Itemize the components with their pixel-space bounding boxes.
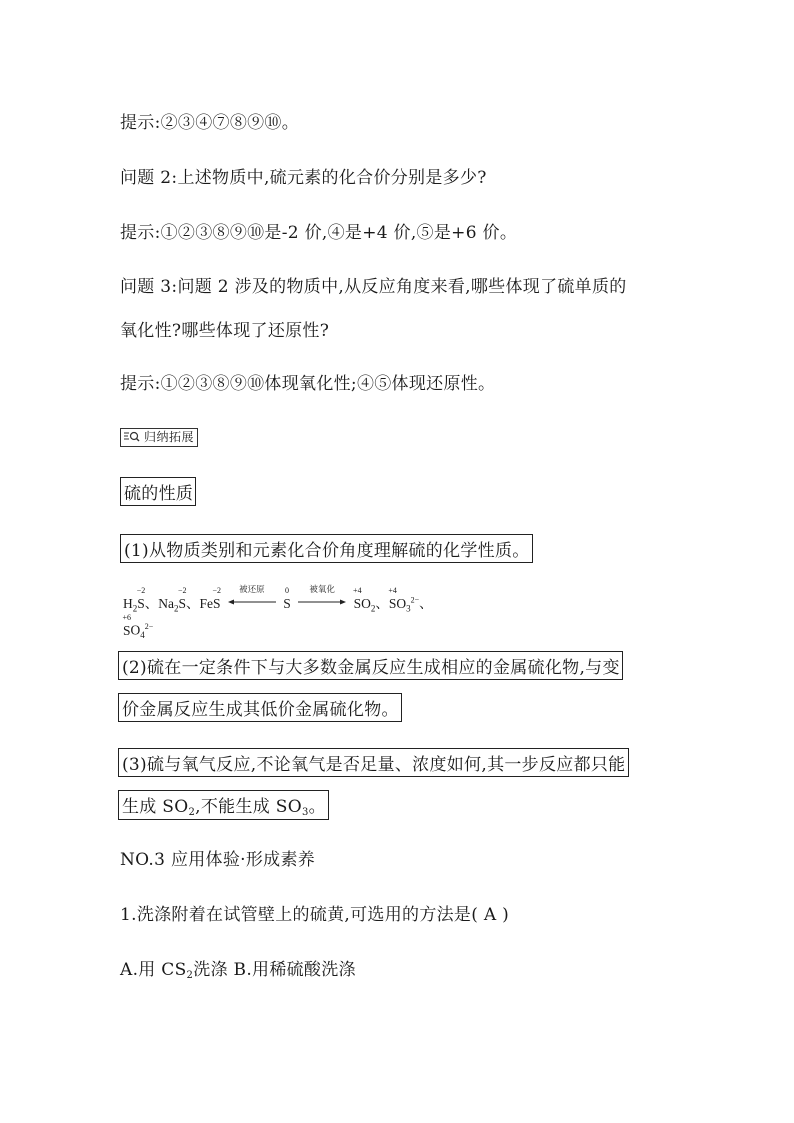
so3-ion-formula: +4 $SO_3^{2-}$ — [388, 586, 420, 614]
question-1-options: A.用 $CS_2$洗涤 B.用稀硫酸洗涤 — [120, 960, 356, 981]
section-3-heading: NO.3 应用体验·形成素养 — [120, 850, 316, 870]
so4-ion-formula: +6 $SO_4^{2-}$ — [122, 612, 154, 641]
sulfur-reaction-scheme: $H_2$ −2 S、$Na_2$ −2 S、Fe −2 S 被还原 0 S 被氧化 +4 $SO_2$、 +4 $SO_3^{2-}$、 — [123, 584, 433, 614]
question-3-line-1: 问题 3:问题 2 涉及的物质中,从反应角度来看,哪些体现了硫单质的 — [120, 277, 627, 297]
fes-formula: Fe −2 S — [199, 586, 222, 611]
badge-label: 归纳拓展 — [144, 430, 195, 444]
h2s-formula: $H_2$ −2 S — [123, 586, 146, 614]
section-title: 硫的性质 — [120, 477, 196, 506]
hint-1: 提示:②③④⑦⑧⑨⑩。 — [120, 113, 300, 133]
point-2-line-2: 价金属反应生成其低价金属硫化物。 — [118, 693, 402, 722]
point-2-line-1: (2)硫在一定条件下与大多数金属反应生成相应的金属硫化物,与变 — [118, 651, 623, 680]
question-3-line-2: 氧化性?哪些体现了还原性? — [120, 321, 330, 341]
oxidized-arrow: 被氧化 — [298, 593, 346, 607]
na2s-formula: $Na_2$ −2 S — [158, 586, 187, 614]
summary-badge — [120, 428, 198, 447]
point-3-line-1: (3)硫与氧气反应,不论氧气是否足量、浓度如何,其一步反应都只能 — [118, 748, 629, 777]
magnifier-icon — [124, 431, 144, 444]
so2-formula: +4 $SO_2$ — [353, 586, 376, 614]
reduced-arrow: 被还原 — [228, 593, 276, 607]
point-1: (1)从物质类别和元素化合价角度理解硫的化学性质。 — [120, 534, 533, 563]
point-3-line-2: 生成 $SO_2$,不能生成 $SO_3$。 — [118, 790, 329, 820]
question-1: 1.洗涤附着在试管壁上的硫黄,可选用的方法是( A ) — [120, 905, 510, 925]
hint-2: 提示:①②③⑧⑨⑩是-2 价,④是+4 价,⑤是+6 价。 — [120, 223, 518, 243]
question-2: 问题 2:上述物质中,硫元素的化合价分别是多少? — [120, 168, 487, 188]
sulfur-element: 0 S — [283, 586, 291, 611]
hint-3: 提示:①②③⑧⑨⑩体现氧化性;④⑤体现还原性。 — [120, 374, 496, 394]
